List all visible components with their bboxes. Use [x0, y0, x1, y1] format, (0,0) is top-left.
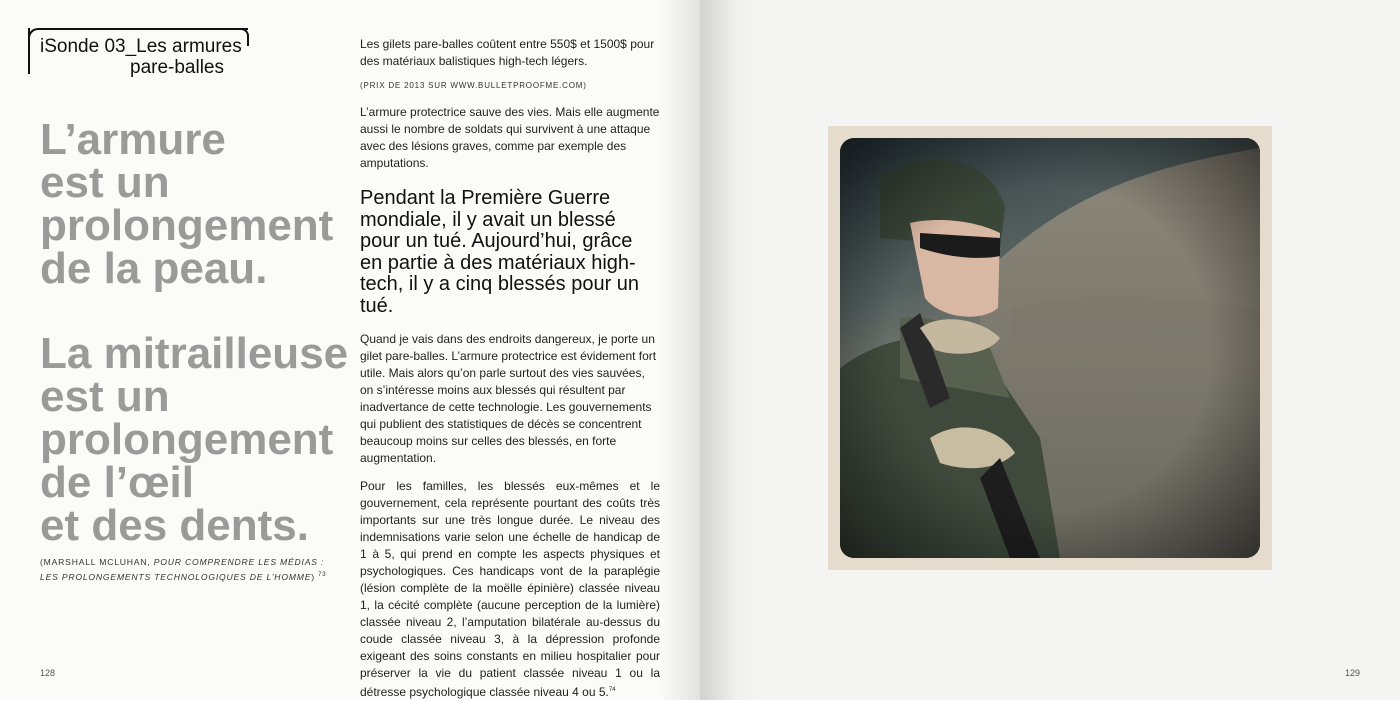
quote-1: [40, 115, 340, 293]
price-source-note: (PRIX DE 2013 SUR WWW.BULLETPROOFME.COM): [360, 81, 587, 90]
gutter-shadow: [700, 0, 760, 700]
quote-line: de la peau.: [40, 244, 268, 293]
soldier-photo-illustration: [840, 138, 1260, 558]
quote-line: et des dents.: [40, 501, 309, 550]
body-paragraph-price: Les gilets pare-balles coûtent entre 550$ et 1500$ pour des matériaux balistiques high-tech légers.: [360, 37, 655, 68]
citation-author: (MARSHALL MCLUHAN,: [40, 557, 154, 567]
quote-line: La mitrailleuse: [40, 329, 349, 378]
body-paragraph-costs: [360, 478, 660, 701]
quote-block: [40, 115, 349, 583]
page-number-left: 128: [40, 668, 56, 678]
citation-close: ): [311, 571, 319, 582]
quote-line: est un: [40, 158, 170, 207]
citation-title: POUR COMPRENDRE LES MÉDIAS : LES PROLONGEMENTS TECHNOLOGIQUES DE L’HOMME: [40, 557, 325, 582]
body-paragraph-vest: Quand je vais dans des endroits dangereux, je porte un gilet pare-balles. L’armure protectrice est évidement fort utile. Mais alors qu’on parle surtout des vies sauvées, on s’intéresse moins aux blessés qui résultent par inadvertance de cette technologie. Les gouvernements qui publient des statistiques de décès se concentrent beaucoup moins sur celles des blessés, en forte augmentation.: [360, 332, 657, 465]
soldier-photo: [840, 138, 1260, 558]
left-page: [0, 0, 700, 700]
gutter-shadow: [660, 0, 700, 700]
text-column: [360, 36, 660, 701]
body-paragraph-armor: L’armure protectrice sauve des vies. Mais elle augmente aussi le nombre de soldats qui survivent à une attaque avec des lésions graves, comme par exemple des amputations.: [360, 105, 660, 170]
quote-line: de l’œil: [40, 458, 194, 507]
citation-ref: 73: [318, 571, 327, 578]
quote-citation: [40, 556, 330, 583]
quote-line: L’armure: [40, 115, 226, 164]
quote-2: [40, 329, 349, 550]
quote-line: prolongement: [40, 201, 334, 250]
costs-text: Pour les familles, les blessés eux-mêmes et le gouvernement, cela représente pourtant des coûts très importants sur une très longue durée. Le niveau des indemnisations varie selon une échelle de handicap de 1 à 5, qui prend en compte les aspects physiques et psychologiques. Ces handicaps vont de la paraplégie (lésion complète de la moëlle épinière) classée niveau 1, la cécité complète (aucune perception de la lumière) classée niveau 2, l’amputation bilatérale au-dessus du coude classée niveau 3, à la dépression profonde exigeant des soins constants en milieu hospitalier pour préserver la vie du patient classée niveau 1 ou la détresse psychologique classée niveau 4 ou 5.: [360, 479, 660, 699]
quote-line: prolongement: [40, 415, 334, 464]
right-page: [700, 0, 1400, 700]
section-label-title: iSonde 03_Les armures: [40, 36, 242, 57]
section-label-subtitle: pare-balles: [130, 57, 224, 78]
vignette: [840, 138, 1260, 558]
page-number-right: 129: [1345, 668, 1361, 678]
photo-frame: [828, 126, 1272, 570]
pull-quote: Pendant la Première Guerre mondiale, il y avait un blessé pour un tué. Aujourd’hui, grâce en partie à des matériaux high-tech, il y a cinq blessés pour un tué.: [360, 187, 640, 317]
quote-line: est un: [40, 372, 170, 421]
footnote-ref: 74: [608, 687, 616, 693]
